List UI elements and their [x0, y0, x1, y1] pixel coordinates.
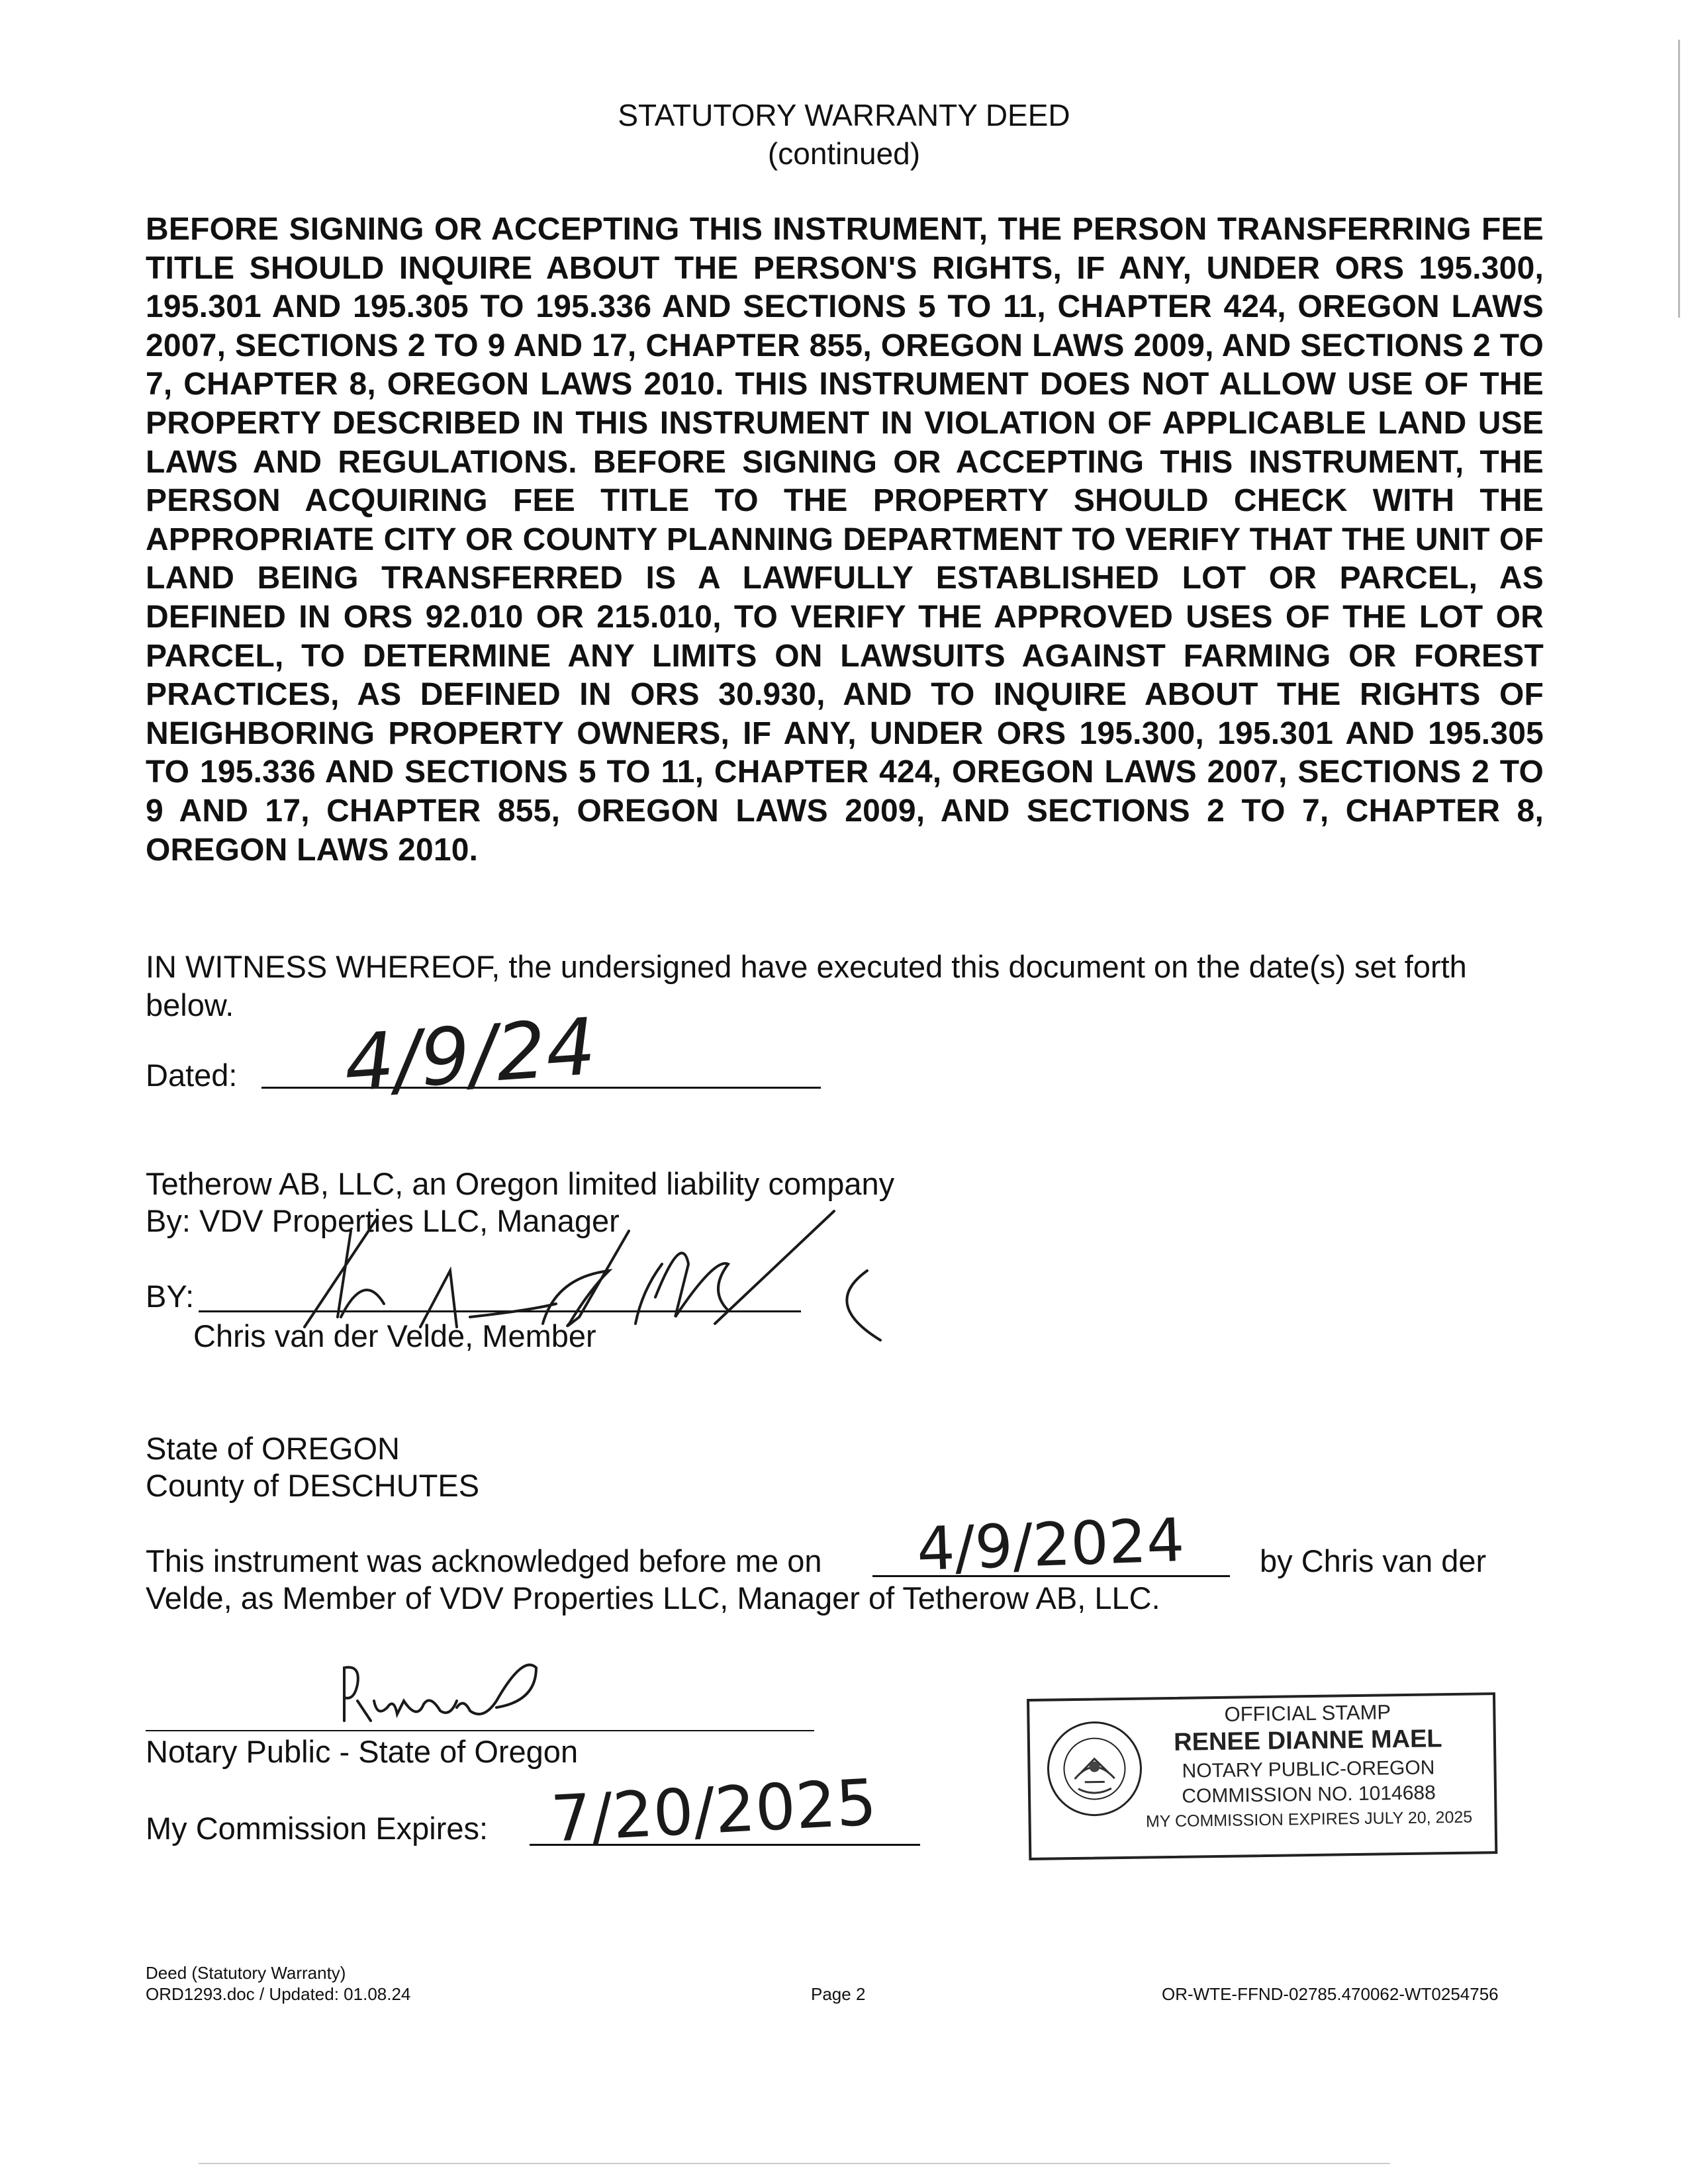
stamp-notary-name: RENEE DIANNE MAEL: [1173, 1725, 1442, 1756]
ack-state: State of OREGON: [146, 1431, 400, 1466]
notary-signature-line: [146, 1730, 814, 1731]
by-label: BY:: [146, 1279, 195, 1314]
stamp-line3: NOTARY PUBLIC-OREGON: [1182, 1756, 1435, 1782]
notary-label: Notary Public - State of Oregon: [146, 1734, 579, 1769]
grantor-company: Tetherow AB, LLC, an Oregon limited liability company: [146, 1166, 895, 1201]
scan-bottom-mark: [199, 2163, 1390, 2164]
dated-handwritten-value: 4/9/24: [341, 1000, 599, 1110]
footer-order-number: OR-WTE-FFND-02785.470062-WT0254756: [1162, 1984, 1499, 2004]
official-stamp: [1027, 1692, 1497, 1860]
witness-clause: IN WITNESS WHEREOF, the undersigned have executed this document on the date(s) set forth below.: [146, 949, 1467, 1023]
dated-label: Dated:: [146, 1058, 238, 1093]
ack-county: County of DESCHUTES: [146, 1468, 480, 1503]
footer-page-number: Page 2: [811, 1984, 866, 2004]
signer-name: Chris van der Velde, Member: [193, 1318, 596, 1353]
commission-handwritten-date: 7/20/2025: [549, 1765, 878, 1856]
document-subtitle: (continued): [767, 136, 921, 171]
scan-edge-mark: [1678, 40, 1680, 318]
footer-form-version: ORD1293.doc / Updated: 01.08.24: [146, 1984, 411, 2004]
ack-text-line2: Velde, as Member of VDV Properties LLC, Manager of Tetherow AB, LLC.: [146, 1580, 1160, 1615]
stamp-line1: OFFICIAL STAMP: [1224, 1700, 1391, 1726]
commission-label: My Commission Expires:: [146, 1811, 489, 1846]
document-title: STATUTORY WARRANTY DEED: [618, 98, 1070, 132]
footer-form-name: Deed (Statutory Warranty): [146, 1963, 346, 1983]
ack-text-after: by Chris van der: [1260, 1543, 1487, 1578]
grantor-manager: By: VDV Properties LLC, Manager: [146, 1203, 620, 1238]
notary-signature: [324, 1628, 576, 1727]
stamp-commission-number: COMMISSION NO. 1014688: [1182, 1782, 1436, 1807]
ack-text-before: This instrument was acknowledged before me on: [146, 1543, 822, 1578]
grantor-signature: [252, 1191, 900, 1343]
stamp-commission-expires: MY COMMISSION EXPIRES JULY 20, 2025: [1145, 1807, 1473, 1831]
ack-handwritten-date: 4/9/2024: [915, 1505, 1186, 1585]
land-use-warning: BEFORE SIGNING OR ACCEPTING THIS INSTRUMENT, THE PERSON TRANSFERRING FEE TITLE SHOULD INQUIRE ABOUT THE PERSON'S RIGHTS, IF ANY, UNDER ORS 195.300, 195.301 AND 195.305 TO 195.336 AND SECTIONS 5 TO 11, CHAPTER 424, OREGON LAWS 2007, SECTIONS 2 TO 9 AND 17, CHAPTER 855, OREGON LAWS 2009, AND SECTIONS 2 TO 7, CHAPTER 8, OREGON LAWS 2010. THIS INSTRUMENT DOES NOT ALLOW USE OF THE PROPERTY DESCRIBED IN THIS INSTRUMENT IN VIOLATION OF APPLICABLE LAND USE LAWS AND REGULATIONS. BEFORE SIGNING OR ACCEPTING THIS INSTRUMENT, THE PERSON ACQUIRING FEE TITLE TO THE PROPERTY SHOULD CHECK WITH THE APPROPRIATE CITY OR COUNTY PLANNING DEPARTMENT TO VERIFY THAT THE UNIT OF LAND BEING TRANSFERRED IS A LAWFULLY ESTABLISHED LOT OR PARCEL, AS DEFINED IN ORS 92.010 OR 215.010, TO VERIFY THE APPROVED USES OF THE LOT OR PARCEL, TO DETERMINE ANY LIMITS ON LAWSUITS AGAINST FARMING OR FOREST PRACTICES, AS DEFINED IN ORS 30.930, AND TO INQUIRE ABOUT THE RIGHTS OF NEIGHBORING PROPERTY OWNERS, IF ANY, UNDER ORS 195.300, 195.301 AND 195.305 TO 195.336 AND SECTIONS 5 TO 11, CHAPTER 424, OREGON LAWS 2007, SECTIONS 2 TO 9 AND 17, CHAPTER 855, OREGON LAWS 2009, AND SECTIONS 2 TO 7, CHAPTER 8, OREGON LAWS 2010.: [146, 212, 1544, 868]
